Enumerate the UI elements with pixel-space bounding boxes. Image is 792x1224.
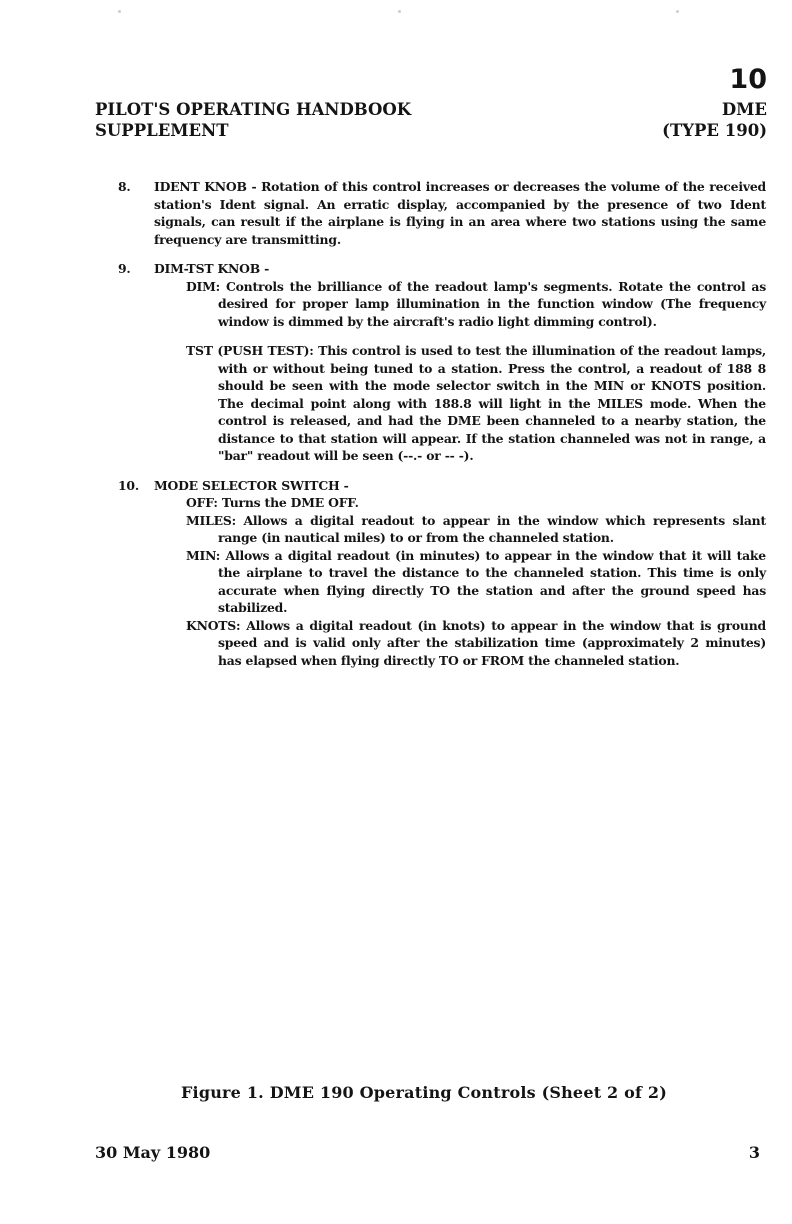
dim-description: DIM: Controls the brilliance of the readout lamp's segments. Rotate the control as desired for proper lamp illumination in the function window (The frequency window is dimmed by the aircraft's radio light dimming control). [186, 278, 766, 329]
controls-description [118, 178, 766, 669]
scan-speck [398, 10, 401, 13]
supplement-subject [662, 99, 767, 141]
scan-speck [676, 10, 679, 13]
subject-line2: (TYPE 190) [662, 121, 767, 140]
item-title: MODE SELECTOR SWITCH - [154, 477, 349, 493]
mode-miles-description: MILES: Allows a digital readout to appear in the window which represents slant range (in nautical miles) to or from the channeled station. [186, 512, 766, 545]
page-number: 3 [748, 1143, 760, 1162]
item-mode-selector-switch [118, 477, 766, 670]
subject-line1: DME [721, 100, 767, 119]
item-number: 8. [118, 179, 131, 194]
handbook-title-line1: PILOT'S OPERATING HANDBOOK [95, 100, 412, 119]
figure-caption: Figure 1. DME 190 Operating Controls (Sheet 2 of 2) [181, 1083, 667, 1102]
item-number: 9. [118, 261, 131, 276]
section-number: 10 [729, 64, 767, 95]
item-text: IDENT KNOB - Rotation of this control increases or decreases the volume of the received station's Ident signal. An erratic display, accompanied by the presence of two Ident signals, can result if the airplane is flying in an area where two stations using the same frequency are transmitting. [154, 179, 766, 247]
item-title: DIM-TST KNOB - [154, 261, 270, 276]
scan-speck [118, 10, 121, 13]
handbook-title [95, 99, 411, 141]
footer-date: 30 May 1980 [95, 1143, 211, 1162]
item-number: 10. [118, 477, 139, 493]
mode-off-description: OFF: Turns the DME OFF. [186, 495, 359, 510]
mode-min-description: MIN: Allows a digital readout (in minutes) to appear in the window that it will take the airplane to travel the distance to the channeled station. This time is only accurate when flying directly TO the station and after the ground speed has stabilized. [186, 547, 766, 615]
item-dim-tst-knob [118, 260, 766, 465]
mode-knots-description: KNOTS: Allows a digital readout (in knots) to appear in the window that is ground speed and is valid only after the stabilization time (approximately 2 minutes) has elapsed when flying directly TO or FROM the channeled station. [186, 617, 766, 668]
item-ident-knob [118, 178, 766, 248]
handbook-title-line2: SUPPLEMENT [95, 121, 229, 140]
tst-description: TST (PUSH TEST): This control is used to test the illumination of the readout lamps, with or without being tuned to a station. Press the control, a readout of 188 8 should be seen with the mode selector switch in the MIN or KNOTS position. The decimal point along with 188.8 will light in the MILES mode. When the control is released, and had the DME been channeled to a nearby station, the distance to that station will appear. If the station channeled was not in range, a "bar" readout will be seen (--.- or -- -). [186, 343, 766, 463]
